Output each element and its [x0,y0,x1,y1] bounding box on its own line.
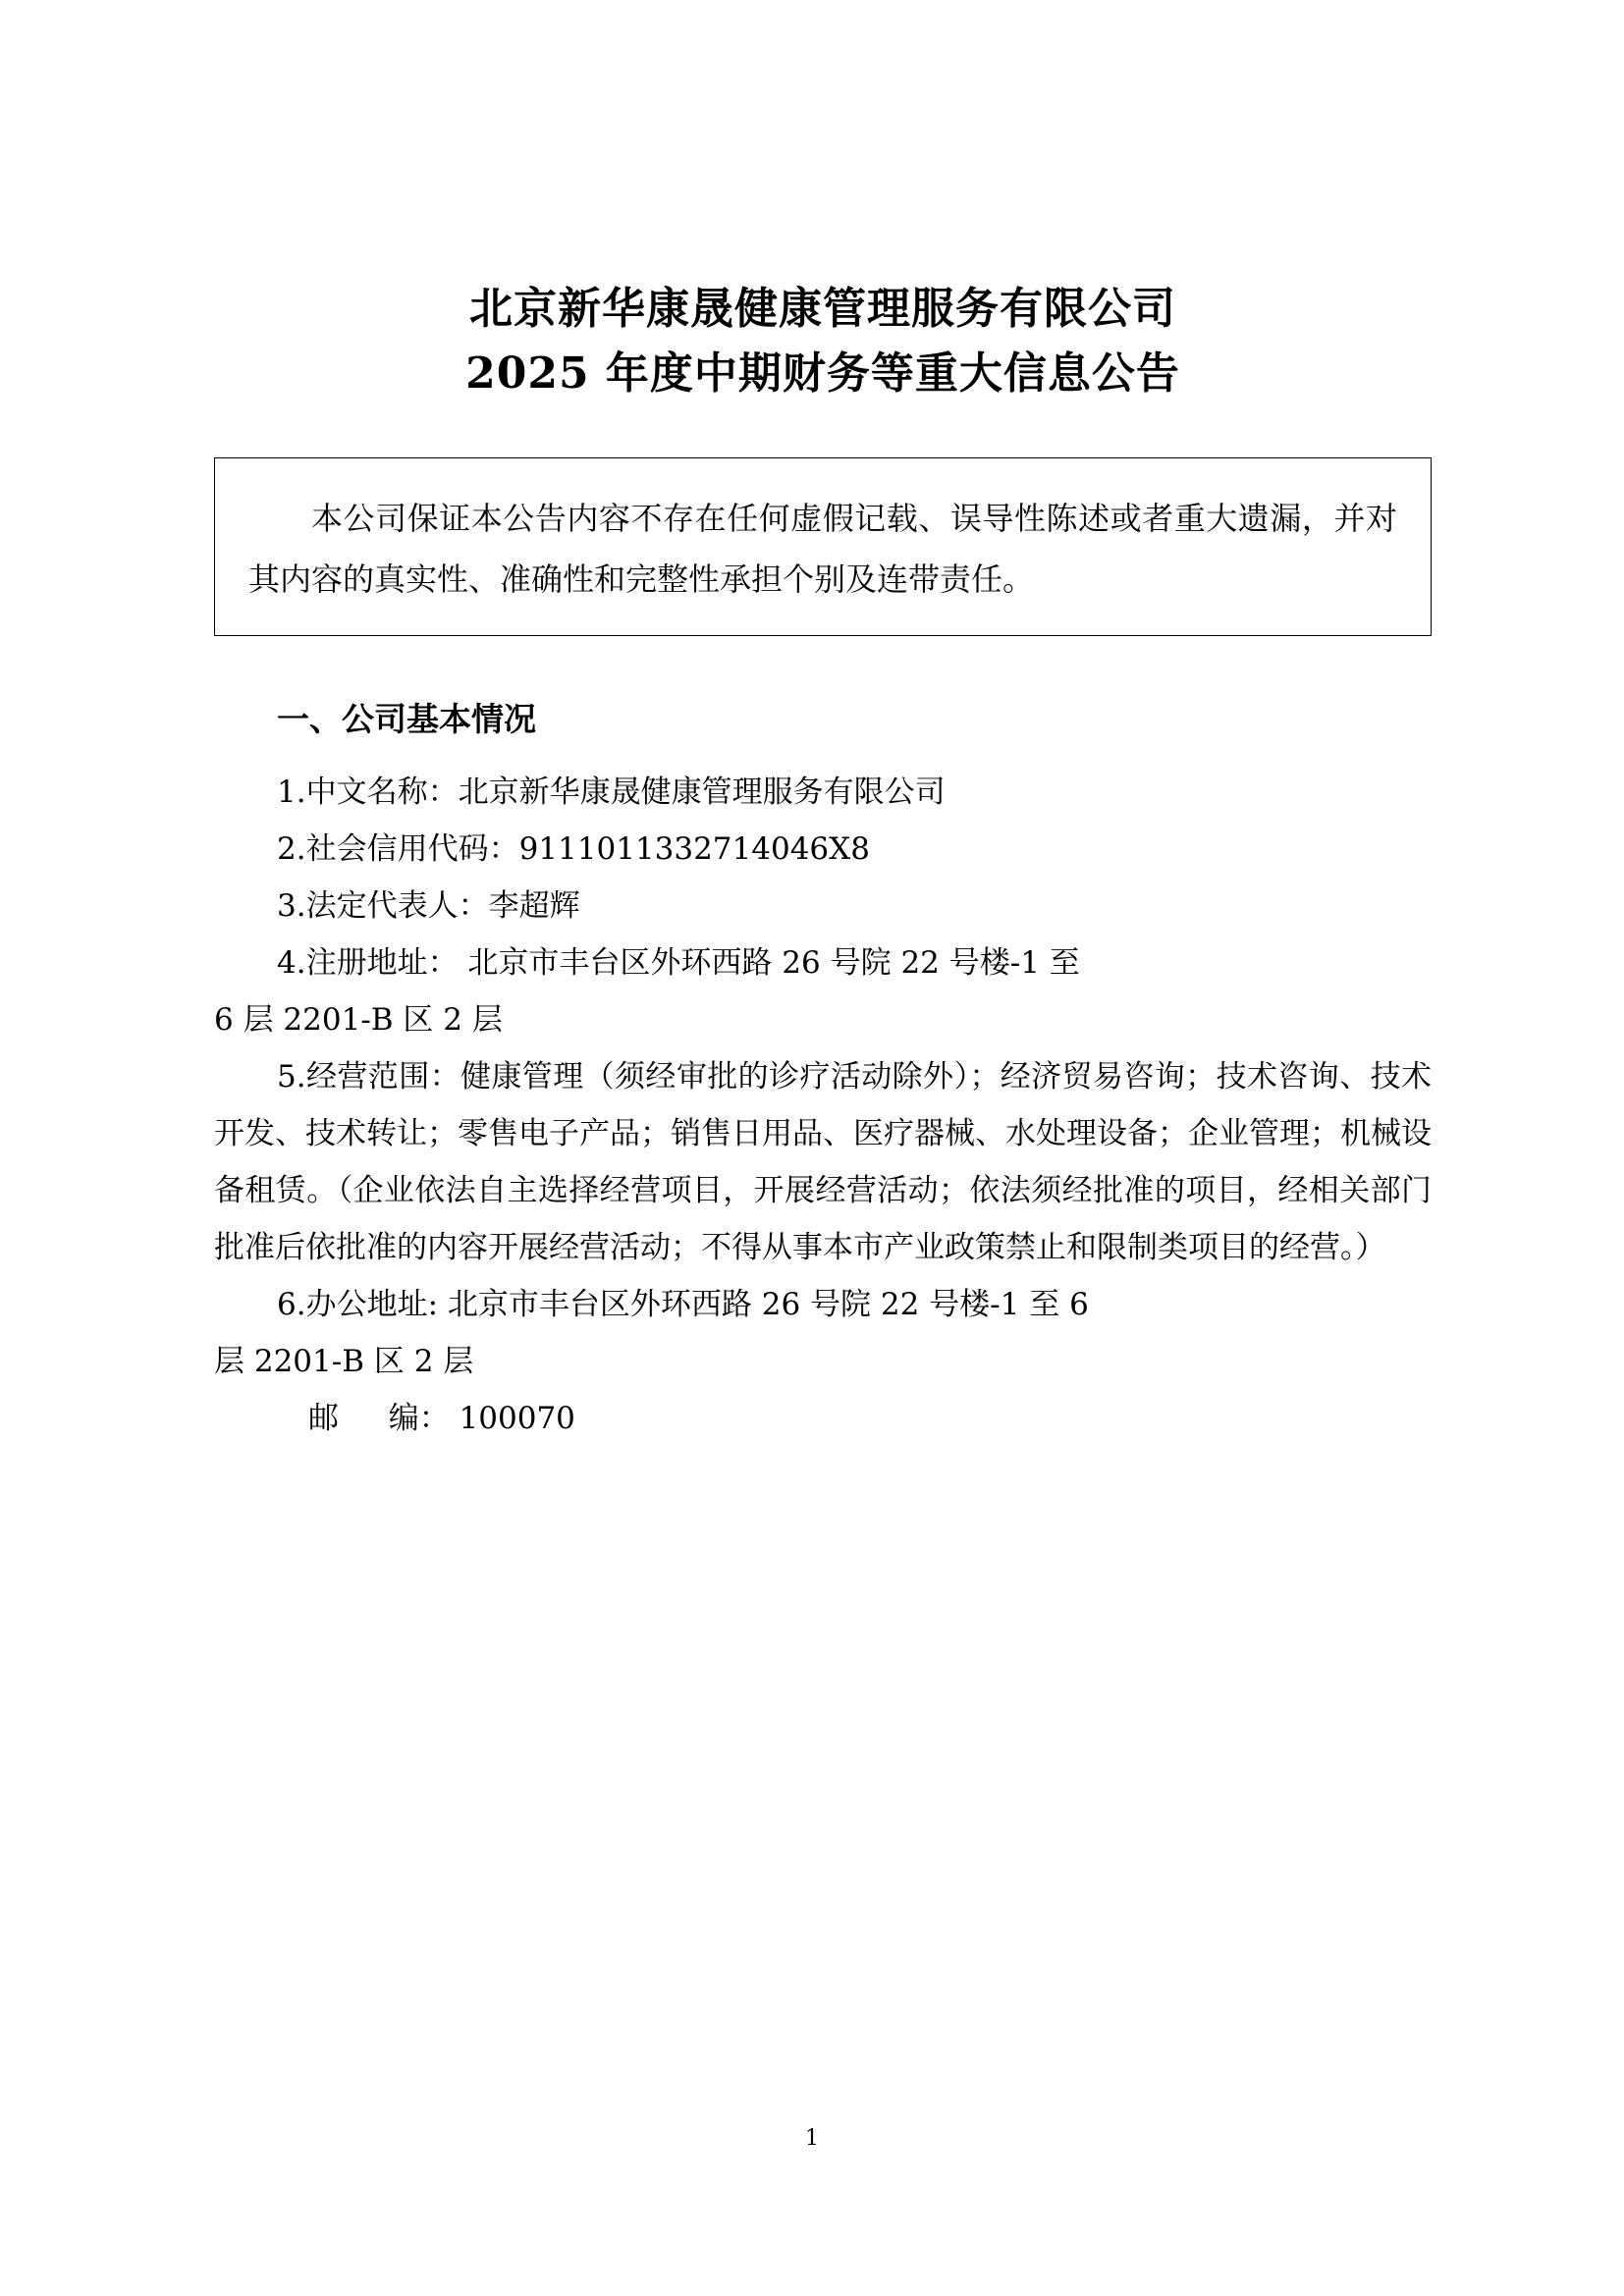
company-legal-representative: 3.法定代表人：李超辉 [277,888,580,924]
disclaimer-text: 本公司保证本公告内容不存在任何虚假记载、误导性陈述或者重大遗漏，并对其内容的真实性、准确性和完整性承担个别及连带责任。 [248,500,1397,598]
company-chinese-name: 1.中文名称：北京新华康晟健康管理服务有限公司 [277,774,946,810]
company-registered-address-line-1: 4.注册地址： 北京市丰台区外环西路 26 号院 22 号楼-1 至 [277,945,1080,981]
page-number: 1 [805,2126,819,2151]
company-postal-code: 邮 编： 100070 [308,1401,575,1436]
company-registered-address-line-2: 6 层 2201-B 区 2 层 [214,1002,503,1038]
company-business-scope: 5.经营范围：健康管理（须经审批的诊疗活动除外）；经济贸易咨询；技术咨询、技术开发、技术转让；零售电子产品；销售日用品、医疗器械、水处理设备；企业管理；机械设备租赁。（企业依法自主选择经营项目，开展经营活动；依法须经批准的项目，经相关部门批准后依批准的内容开展经营活动；不得从事本市产业政策禁止和限制类项目的经营。） [214,1059,1432,1265]
section-heading-company-basics: 一、公司基本情况 [277,700,536,738]
document-content [214,0,1432,1447]
page-title-line-2: 2025 年度中期财务等重大信息公告 [465,348,1180,399]
company-credit-code: 2.社会信用代码：9111011332714046X8 [277,831,870,867]
company-office-address-line-2: 层 2201-B 区 2 层 [214,1344,474,1379]
disclaimer-box [214,457,1432,636]
page-title [214,0,1432,406]
company-office-address-line-1: 6.办公地址: 北京市丰台区外环西路 26 号院 22 号楼-1 至 6 [277,1287,1089,1322]
page-title-line-1: 北京新华康晟健康管理服务有限公司 [469,284,1176,334]
